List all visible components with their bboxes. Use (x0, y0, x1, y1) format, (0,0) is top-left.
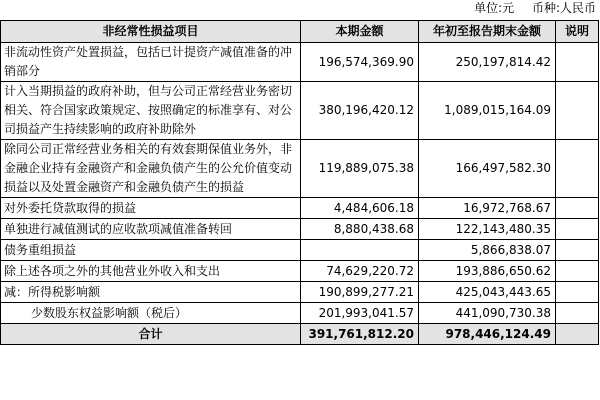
row-note (556, 82, 599, 140)
table-row (1, 261, 599, 282)
table-header-row (1, 21, 599, 43)
row-item: 单独进行减值测试的应收款项减值准备转回 (1, 219, 301, 240)
row-note (556, 140, 599, 198)
row-current-amount: 190,899,277.21 (301, 282, 419, 303)
row-ytd-amount: 5,866,838.07 (419, 240, 556, 261)
currency-label: 币种:人民币 (531, 1, 596, 15)
row-current-amount: 196,574,369.90 (301, 43, 419, 82)
row-current-amount: 4,484,606.18 (301, 198, 419, 219)
row-item: 除同公司正常经营业务相关的有效套期保值业务外，非金融企业持有金融资产和金融负债产生的公允价值变动损益以及处置金融资产和金融负债产生的损益 (1, 140, 301, 198)
row-item: 少数股东权益影响额（税后） (1, 303, 301, 324)
row-item: 计入当期损益的政府补助，但与公司正常经营业务密切相关、符合国家政策规定、按照确定的标准享有、对公司损益产生持续影响的政府补助除外 (1, 82, 301, 140)
row-item: 债务重组损益 (1, 240, 301, 261)
total-note (556, 324, 599, 345)
row-ytd-amount: 166,497,582.30 (419, 140, 556, 198)
table-row (1, 303, 599, 324)
non-recurring-gains-table (0, 20, 599, 345)
row-ytd-amount: 16,972,768.67 (419, 198, 556, 219)
unit-label: 单位:元 (474, 1, 515, 15)
unit-currency-line (0, 0, 596, 17)
column-header-item: 非经常性损益项目 (1, 21, 301, 43)
table-row (1, 219, 599, 240)
total-row (1, 324, 599, 345)
row-note (556, 43, 599, 82)
row-note (556, 261, 599, 282)
row-note (556, 303, 599, 324)
row-ytd-amount: 193,886,650.62 (419, 261, 556, 282)
table-row (1, 140, 599, 198)
row-current-amount: 380,196,420.12 (301, 82, 419, 140)
row-ytd-amount: 425,043,443.65 (419, 282, 556, 303)
table-row (1, 43, 599, 82)
column-header-note: 说明 (556, 21, 599, 43)
column-header-current: 本期金额 (301, 21, 419, 43)
total-current-amount: 391,761,812.20 (301, 324, 419, 345)
total-label: 合计 (1, 324, 301, 345)
row-note (556, 198, 599, 219)
row-current-amount: 119,889,075.38 (301, 140, 419, 198)
table-row (1, 240, 599, 261)
row-ytd-amount: 250,197,814.42 (419, 43, 556, 82)
row-current-amount: 8,880,438.68 (301, 219, 419, 240)
table-row (1, 282, 599, 303)
row-item: 非流动性资产处置损益，包括已计提资产减值准备的冲销部分 (1, 43, 301, 82)
total-ytd-amount: 978,446,124.49 (419, 324, 556, 345)
table-row (1, 198, 599, 219)
table-row (1, 82, 599, 140)
row-ytd-amount: 122,143,480.35 (419, 219, 556, 240)
row-note (556, 240, 599, 261)
row-ytd-amount: 1,089,015,164.09 (419, 82, 556, 140)
row-item: 对外委托贷款取得的损益 (1, 198, 301, 219)
row-item: 除上述各项之外的其他营业外收入和支出 (1, 261, 301, 282)
row-item: 减：所得税影响额 (1, 282, 301, 303)
column-header-ytd: 年初至报告期末金额 (419, 21, 556, 43)
row-note (556, 282, 599, 303)
row-current-amount: 201,993,041.57 (301, 303, 419, 324)
row-current-amount (301, 240, 419, 261)
row-current-amount: 74,629,220.72 (301, 261, 419, 282)
row-ytd-amount: 441,090,730.38 (419, 303, 556, 324)
row-note (556, 219, 599, 240)
